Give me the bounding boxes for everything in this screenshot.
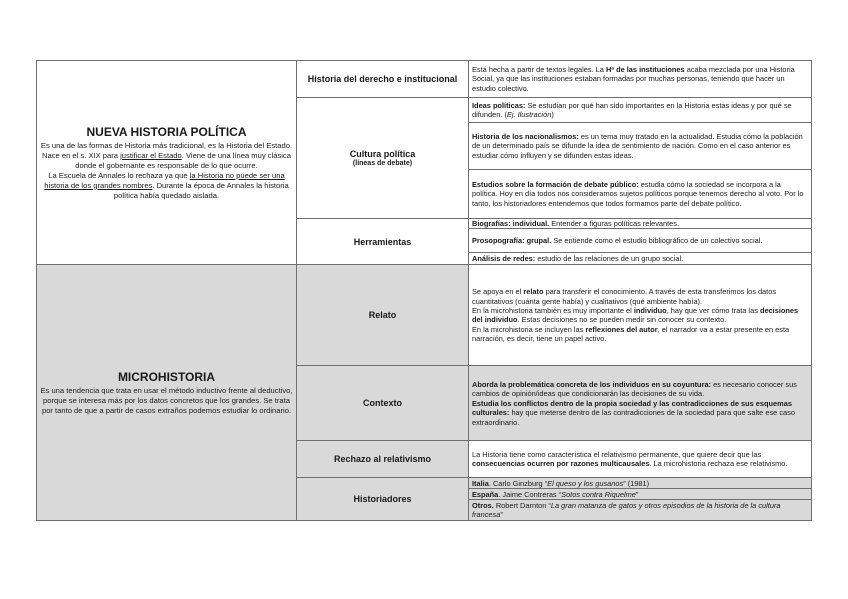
row-label-contexto: Contexto [297, 366, 469, 441]
row-content-debate-publico: Estudios sobre la formación de debate público: estudia cómo la sociedad se incorpora a la política. Hoy en día todos nos consideramos sujetos políticos porque tenemos derecho al voto. Por lo tanto, los historiadores entendemos que todos formamos parte del debate político. [469, 170, 812, 219]
nueva-historia-politica-cell [37, 61, 297, 265]
history-table [36, 60, 812, 521]
section-description: Es una de las formas de Historia más tradicional, es la Historia del Estado. Nace en el s. XIX para justificar el Estado. Viene de una línea muy clásica donde el gobernante es responsable de lo que ocurre. La Escuela de Annales lo rechaza ya que la Historia no puede ser una historia de los grandes nombres. Durante la época de Annales la historia política había quedado aislada. [40, 140, 293, 200]
row-content-prosopografia: Prosopografía: grupal. Se entiende como el estudio bibliográfico de un colectivo social. [469, 229, 812, 253]
section-title: MICROHISTORIA [117, 369, 216, 384]
cultura-label: Cultura política [349, 149, 416, 159]
row-content-nacionalismos: Historia de los nacionalismos: es un tema muy tratado en la actualidad. Estudia cómo la población de un determinado país se difunde la idea de sentimiento de nación. Como en el caso anterior es estudiar cómo influyen y se difunden estas ideas. [469, 123, 812, 170]
row-label-relato: Relato [297, 265, 469, 366]
section-title: NUEVA HISTORIA POLÍTICA [86, 124, 247, 139]
row-label-historiadores: Historiadores [297, 478, 469, 521]
row-content-ideas: Ideas políticas: Se estudian por qué han sido importantes en la Historia estas ideas y por qué se difunden. (Ej. Ilustración) [469, 98, 812, 123]
row-label-cultura [297, 98, 469, 219]
row-content-italia: Italia. Carlo Ginzburg “El queso y los gusanos” (1981) [469, 478, 812, 489]
row-content-espana: España. Jaime Contreras “Sotos contra Riquelme” [469, 489, 812, 500]
row-content-relato: Se apoya en el relato para transferir el conocimiento. A través de esta transferimos los datos cuantitativos (cuánta gente había) y cualitativos (qué ambiente había). En la microhistoria también es muy importante el individuo, hay que ver cómo trata las decisiones del individuo. Estas decisiones no se pueden medir sin conocer su contexto. En la microhistoria se incluyen las reflexiones del autor, el narrador va a estar presente en esta narración, es decir, tiene un papel activo. [469, 265, 812, 366]
section-description: Es una tendencia que trata en usar el método inductivo frente al deductivo, porque se interesa más por los datos concretos que los grandes. Se trata por tanto de que a partir de casos extraños podemos estudiar lo ordinario. [40, 385, 293, 415]
row-label-derecho: Historia del derecho e institucional [297, 61, 469, 98]
row-content-relativismo: La Historia tiene como característica el relativismo permanente, que quiere decir que las consecuencias ocurren por razones multicausales. La microhistoria rechaza ese relativismo. [469, 441, 812, 478]
row-content-otros: Otros. Robert Darnton “La gran matanza de gatos y otros episodios de la historia de la cultura francesa” [469, 500, 812, 521]
row-content-contexto: Aborda la problemática concreta de los individuos en su coyuntura: es necesario conocer sus cambios de opinión/ideas que condicionarán las decisiones de su vida. Estudia los conflictos dentro de la propia sociedad y las contradicciones de sus esquemas culturales: hay que meterse dentro de las contradicciones de la sociedad para que salte ese caso extraordinario. [469, 366, 812, 441]
row-content-derecho: Está hecha a partir de textos legales. La Hª de las instituciones acaba mezclada por una Historia Social, ya que las instituciones estaban formadas por muchas personas, teniendo que hacer un estudio colectivo. [469, 61, 812, 98]
cultura-sublabel: (líneas de debate) [352, 160, 413, 167]
row-content-biografias: Biografías: individual. Entender a figuras políticas relevantes. [469, 219, 812, 229]
microhistoria-cell [37, 265, 297, 521]
row-label-relativismo: Rechazo al relativismo [297, 441, 469, 478]
row-content-redes: Análisis de redes: estudio de las relaciones de un grupo social. [469, 253, 812, 265]
row-label-herramientas: Herramientas [297, 219, 469, 265]
